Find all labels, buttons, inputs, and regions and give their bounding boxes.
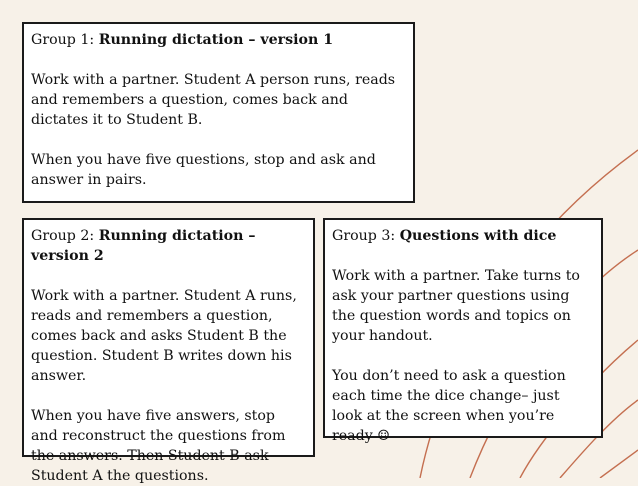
group-3-paragraph-1: Work with a partner. Take turns to ask your partner questions using the question words and topics on your handout. (332, 268, 580, 344)
group-3-heading (332, 226, 594, 246)
group-2-paragraph-2: When you have five answers, stop and reconstruct the questions from the answers. Then Student B ask Student A the questions. (31, 408, 286, 484)
group-3-paragraph-2: You don’t need to ask a question each time the dice change– just look at the screen when you’re ready ☺ (332, 368, 566, 444)
group-1-title: Running dictation – version 1 (98, 32, 334, 48)
group-1-heading (31, 30, 406, 50)
group-1-card (22, 22, 415, 203)
group-3-card (323, 218, 603, 444)
group-1-prefix: Group 1: (31, 32, 99, 48)
group-2-prefix: Group 2: (31, 228, 99, 244)
group-2-title: Running dictation – version 2 (31, 228, 256, 264)
group-2-card (22, 218, 315, 484)
group-2-heading (31, 226, 306, 266)
group-3-title: Questions with dice (399, 228, 557, 244)
group-3-prefix: Group 3: (332, 228, 400, 244)
group-1-paragraph-1: Work with a partner. Student A person runs, reads and remembers a question, comes back and dictates it to Student B. (31, 72, 396, 128)
group-1-paragraph-2: When you have five questions, stop and ask and answer in pairs. (31, 152, 376, 188)
group-2-paragraph-1: Work with a partner. Student A runs, reads and remembers a question, comes back and asks Student B the question. Student B writes down his answer. (31, 288, 297, 384)
